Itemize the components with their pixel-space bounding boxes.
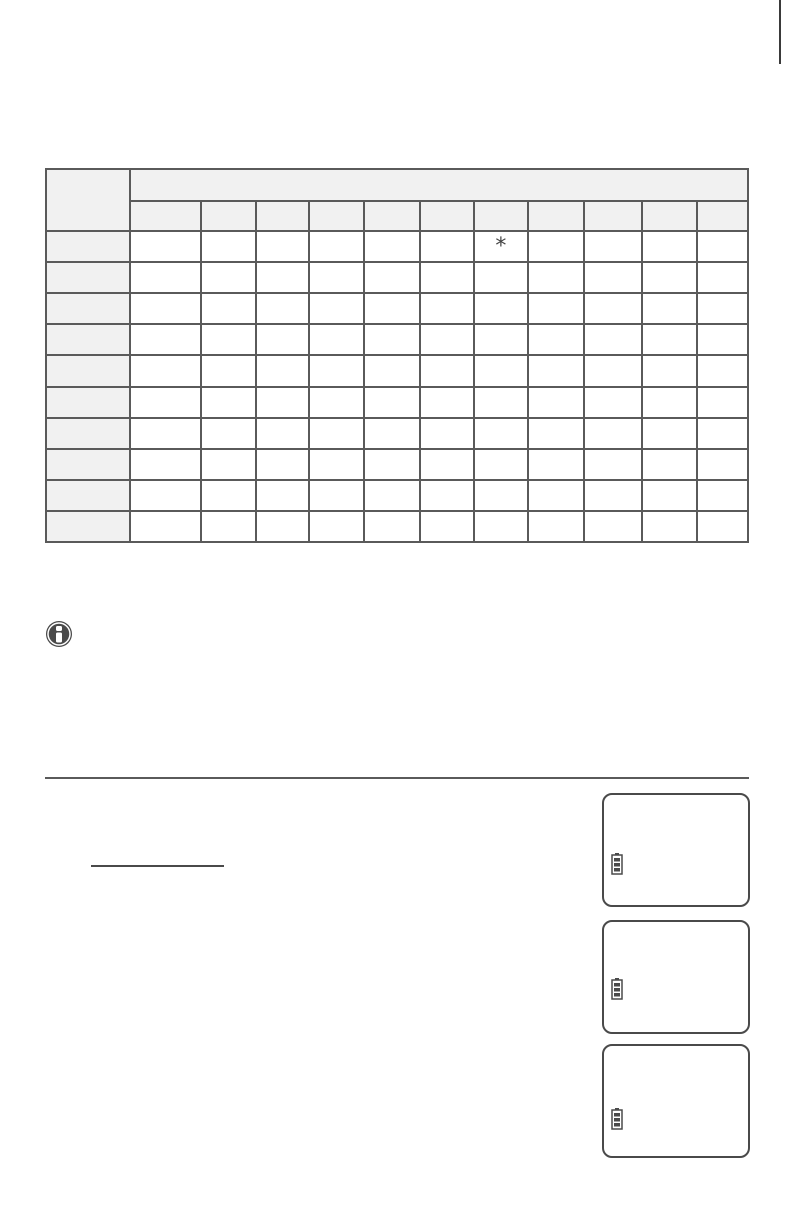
table-cell: [256, 355, 309, 386]
table-cell: [642, 387, 696, 418]
table-cell: [256, 231, 309, 262]
table-cell: [364, 387, 419, 418]
table-cell: [130, 262, 200, 293]
handset-screen-3: [602, 1044, 750, 1158]
table-cell: [364, 418, 419, 449]
table-cell: [201, 449, 256, 480]
table-cell: [584, 480, 642, 511]
row-header: [46, 355, 130, 386]
table-cell: [528, 387, 584, 418]
table-cell: [309, 418, 364, 449]
table-cell: [309, 511, 364, 542]
table-cell: [256, 324, 309, 355]
table-cell: [256, 262, 309, 293]
table-cell: [474, 324, 528, 355]
table-cell: [130, 449, 200, 480]
table-cell: [642, 355, 696, 386]
section-divider: [45, 777, 749, 779]
table-row: [46, 449, 748, 480]
column-header: [201, 201, 256, 231]
table-cell: [697, 293, 748, 324]
table-cell: [201, 293, 256, 324]
table-cell: [420, 355, 474, 386]
column-header: [256, 201, 309, 231]
row-header: [46, 231, 130, 262]
table-cell: [130, 355, 200, 386]
table-row: [46, 324, 748, 355]
table-cell: [528, 324, 584, 355]
table-row: [46, 387, 748, 418]
table-cell: [642, 449, 696, 480]
table-cell: [528, 511, 584, 542]
table-cell: [697, 387, 748, 418]
table-cell: [584, 324, 642, 355]
column-header: [697, 201, 748, 231]
table-cell: [420, 449, 474, 480]
table-cell: [697, 418, 748, 449]
row-header: [46, 387, 130, 418]
table-cell: [697, 480, 748, 511]
table-cell: [697, 231, 748, 262]
table-cell: [584, 449, 642, 480]
table-cell: [309, 449, 364, 480]
column-header: [528, 201, 584, 231]
table-cell: [201, 324, 256, 355]
table-cell: [309, 387, 364, 418]
row-header: [46, 418, 130, 449]
table-cell: [364, 511, 419, 542]
table-cell: [474, 480, 528, 511]
table-cell: [420, 293, 474, 324]
column-header: [364, 201, 419, 231]
table-cell: [642, 511, 696, 542]
table-cell: [697, 449, 748, 480]
table-cell: [309, 293, 364, 324]
table-cell: [528, 449, 584, 480]
table-cell: [364, 480, 419, 511]
table-cell: [642, 324, 696, 355]
row-header: [46, 480, 130, 511]
table-cell: [309, 262, 364, 293]
table-cell: [256, 293, 309, 324]
table-cell: [642, 480, 696, 511]
table-cell: [584, 231, 642, 262]
table-row: [46, 480, 748, 511]
table-cell: [474, 418, 528, 449]
table-cell: [130, 511, 200, 542]
row-header: [46, 324, 130, 355]
table-cell: [130, 231, 200, 262]
table-cell: [256, 480, 309, 511]
table-cell: [256, 387, 309, 418]
table-cell: [697, 355, 748, 386]
info-icon: [45, 620, 73, 648]
table-cell: [201, 231, 256, 262]
table-cell: [474, 262, 528, 293]
table-cell: [420, 387, 474, 418]
battery-icon: [611, 1108, 623, 1130]
underlined-text-marker: [91, 865, 224, 867]
table-cell: [584, 262, 642, 293]
row-header: [46, 511, 130, 542]
column-header: [642, 201, 696, 231]
table-cell: [309, 231, 364, 262]
table-cell: [309, 324, 364, 355]
table-cell: [474, 355, 528, 386]
table-cell: [201, 262, 256, 293]
compatibility-chart: [45, 168, 749, 543]
table-cell: [256, 511, 309, 542]
table-row: [46, 418, 748, 449]
table-cell: [201, 355, 256, 386]
table-cell: [474, 511, 528, 542]
table-row: [46, 511, 748, 542]
table-cell: [130, 324, 200, 355]
table-cell: [584, 355, 642, 386]
column-header: [309, 201, 364, 231]
table-cell: [364, 355, 419, 386]
table-cell: [256, 418, 309, 449]
table-cell: [364, 231, 419, 262]
table-cell: [642, 293, 696, 324]
table-row: [46, 293, 748, 324]
page-edge-marker: [779, 0, 781, 64]
table-cell: [256, 449, 309, 480]
table-cell: [130, 418, 200, 449]
column-header: [474, 201, 528, 231]
table-cell: [697, 511, 748, 542]
table-cell: [528, 231, 584, 262]
table-cell: [697, 262, 748, 293]
chart-band-header: [130, 169, 748, 201]
asterisk-marker: *: [495, 233, 507, 259]
column-header: [584, 201, 642, 231]
table-cell: [697, 324, 748, 355]
table-row: [46, 231, 748, 262]
table-cell: [420, 418, 474, 449]
chart-corner-header: [46, 169, 130, 231]
table-cell: [528, 480, 584, 511]
table-cell: [130, 480, 200, 511]
row-header: [46, 262, 130, 293]
table-cell: [364, 262, 419, 293]
table-cell: [528, 262, 584, 293]
table-cell: [474, 449, 528, 480]
table-row: [46, 355, 748, 386]
row-header: [46, 293, 130, 324]
handset-screen-1: [602, 793, 750, 907]
table-cell: [642, 231, 696, 262]
table-cell: [642, 418, 696, 449]
table-cell: [130, 293, 200, 324]
battery-icon: [611, 978, 623, 1000]
table-cell: [528, 355, 584, 386]
row-header: [46, 449, 130, 480]
table-cell: [130, 387, 200, 418]
table-cell: [584, 511, 642, 542]
column-header: [420, 201, 474, 231]
table-cell: [420, 324, 474, 355]
table-cell: [364, 324, 419, 355]
table-cell: [201, 387, 256, 418]
table-cell: [474, 231, 528, 262]
table-cell: [642, 262, 696, 293]
table-cell: [201, 511, 256, 542]
table-cell: [420, 231, 474, 262]
column-header-row: [46, 201, 748, 231]
table-cell: [201, 480, 256, 511]
table-cell: [364, 293, 419, 324]
table-cell: [528, 293, 584, 324]
table-row: [46, 262, 748, 293]
table-cell: [309, 355, 364, 386]
table-cell: [474, 293, 528, 324]
table-cell: [528, 418, 584, 449]
table-cell: [420, 480, 474, 511]
column-header: [130, 201, 200, 231]
table-cell: [420, 511, 474, 542]
table-cell: [364, 449, 419, 480]
table-cell: [584, 293, 642, 324]
battery-icon: [611, 853, 623, 875]
table-cell: [309, 480, 364, 511]
table-cell: [584, 387, 642, 418]
table-cell: [584, 418, 642, 449]
table-cell: [474, 387, 528, 418]
table-cell: [420, 262, 474, 293]
handset-screen-2: [602, 920, 750, 1034]
table-cell: [201, 418, 256, 449]
